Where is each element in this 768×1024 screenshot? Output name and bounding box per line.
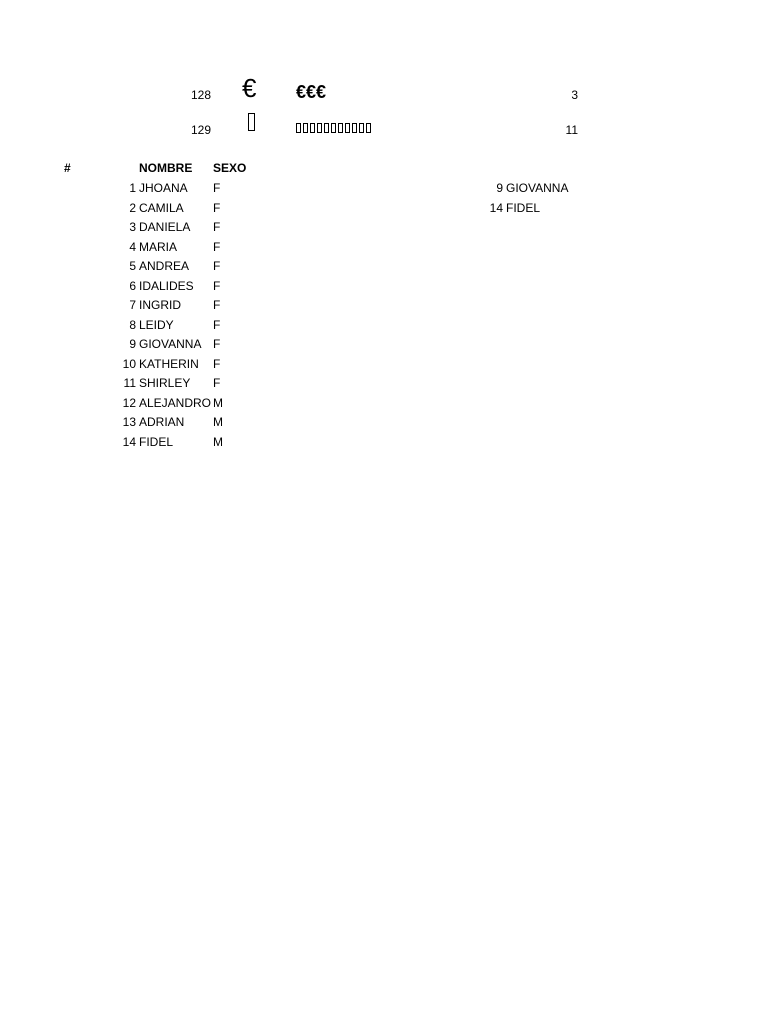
row-name[interactable]: KATHERIN (139, 356, 199, 371)
row-sex[interactable]: F (213, 298, 221, 312)
row-sex[interactable]: F (213, 317, 221, 332)
row-sex[interactable]: M (213, 415, 223, 429)
row-name[interactable]: GIOVANNA (139, 337, 202, 351)
row-number[interactable]: 11 (123, 376, 136, 390)
table-row (0, 198, 768, 218)
missing-glyph-icon (303, 123, 308, 133)
row-sex[interactable]: F (213, 356, 221, 371)
row-sex[interactable]: F (213, 376, 221, 390)
row-number[interactable]: 8 (129, 317, 136, 332)
missing-glyph-icon (296, 123, 301, 133)
euro-symbol-text[interactable]: €€€ (296, 82, 327, 102)
row-name[interactable]: ADRIAN (139, 415, 185, 429)
row-name[interactable]: MARIA (139, 239, 178, 254)
lookup-name[interactable]: FIDEL (506, 201, 541, 215)
row-number[interactable]: 2 (129, 200, 136, 215)
table-row (0, 432, 768, 452)
row-name[interactable]: FIDEL (139, 434, 174, 449)
table-row (0, 237, 768, 257)
missing-glyph-icon (331, 123, 336, 133)
header-hash[interactable]: # (64, 161, 71, 175)
lookup-num[interactable]: 14 (489, 201, 503, 215)
code-128[interactable]: 128 (190, 88, 211, 102)
row-sex[interactable]: M (213, 395, 223, 410)
euro-icon: € (242, 73, 257, 103)
row-sex[interactable]: M (213, 434, 223, 449)
lookup-num[interactable]: 9 (496, 181, 503, 195)
row-number[interactable]: 12 (122, 395, 136, 410)
row-name[interactable]: INGRID (139, 298, 181, 312)
row-sex[interactable]: F (213, 259, 221, 273)
row-sex[interactable]: F (213, 278, 221, 293)
count-128[interactable]: 3 (571, 88, 578, 102)
row-sex[interactable]: F (213, 200, 221, 215)
row-sex[interactable]: F (213, 239, 221, 254)
table-row (0, 256, 768, 276)
header-name[interactable]: NOMBRE (139, 161, 193, 175)
missing-glyph-icon (345, 123, 350, 133)
row-name[interactable]: SHIRLEY (139, 376, 191, 390)
row-sex[interactable]: F (213, 220, 221, 234)
row-name[interactable]: JHOANA (139, 181, 188, 195)
row-sex[interactable]: F (213, 181, 221, 195)
row-number[interactable]: 10 (122, 356, 136, 371)
header-sex[interactable]: SEXO (213, 161, 247, 175)
missing-glyph-icon (366, 123, 371, 133)
row-number[interactable]: 1 (129, 181, 136, 195)
missing-glyph-icon (324, 123, 329, 133)
row-number[interactable]: 9 (129, 337, 136, 351)
missing-glyph-icon (352, 123, 357, 133)
row-number[interactable]: 13 (122, 415, 136, 429)
missing-glyph-icon (310, 123, 315, 133)
row-name[interactable]: ANDREA (139, 259, 190, 273)
missing-glyph-icon (359, 123, 364, 133)
row-name[interactable]: DANIELA (139, 220, 191, 234)
table-row (0, 178, 768, 198)
table-row (0, 412, 768, 432)
lookup-name[interactable]: GIOVANNA (506, 181, 569, 195)
row-number[interactable]: 6 (129, 278, 136, 293)
row-name[interactable]: ALEJANDRO (139, 395, 212, 410)
missing-glyph-icon (248, 113, 255, 134)
row-sex[interactable]: F (213, 337, 221, 351)
count-129[interactable]: 11 (565, 123, 578, 137)
table-row (0, 295, 768, 315)
missing-glyph-string[interactable] (296, 122, 373, 136)
table-row (0, 334, 768, 354)
table-row (0, 276, 768, 296)
table-row (0, 354, 768, 374)
missing-glyph-icon (338, 123, 343, 133)
row-number[interactable]: 5 (129, 259, 136, 273)
row-number[interactable]: 14 (122, 434, 136, 449)
table-row (0, 315, 768, 335)
row-name[interactable]: LEIDY (139, 317, 174, 332)
table-row (0, 373, 768, 393)
code-129[interactable]: 129 (190, 123, 211, 137)
row-number[interactable]: 3 (129, 220, 136, 234)
row-name[interactable]: IDALIDES (139, 278, 194, 293)
table-row (0, 393, 768, 413)
table-row (0, 217, 768, 237)
missing-glyph-icon (317, 123, 322, 133)
row-number[interactable]: 4 (129, 239, 136, 254)
row-name[interactable]: CAMILA (139, 200, 184, 215)
row-number[interactable]: 7 (129, 298, 136, 312)
